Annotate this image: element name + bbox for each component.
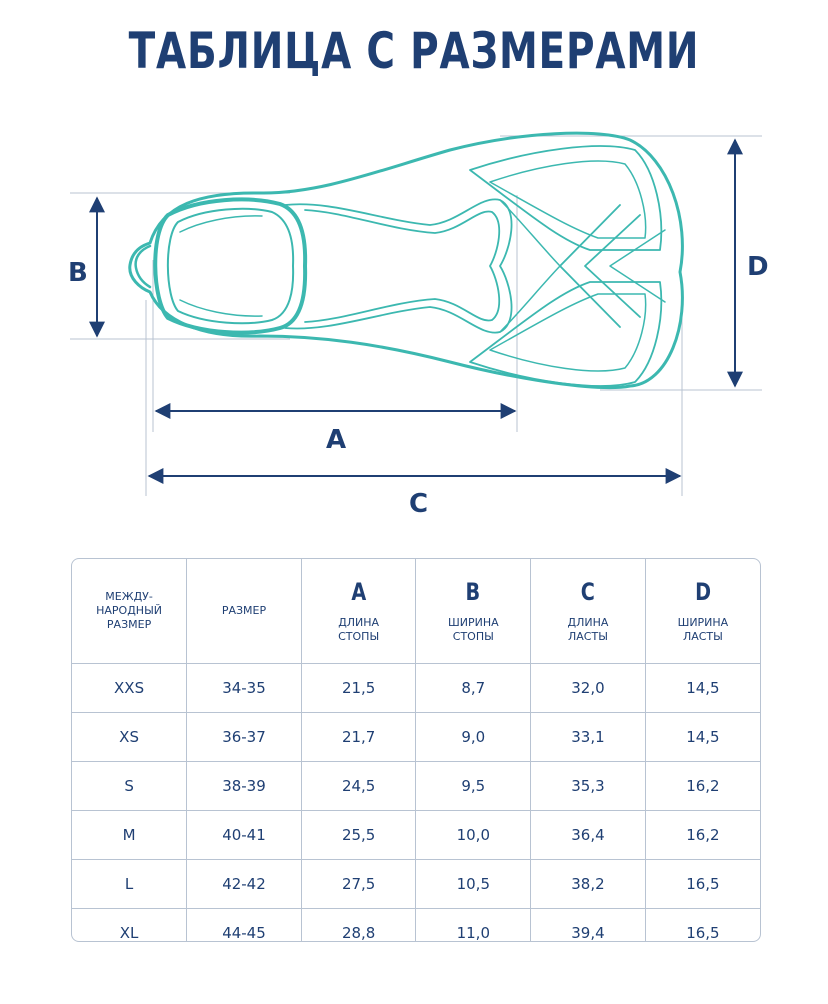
- table-cell: 25,5: [301, 811, 416, 860]
- header-label: МЕЖДУ- НАРОДНЫЙ РАЗМЕР: [96, 590, 163, 631]
- table-cell: 8,7: [416, 664, 531, 713]
- dim-label-d: D: [747, 252, 769, 282]
- header-size: [187, 559, 302, 664]
- header-label: ДЛИНА ЛАСТЫ: [567, 616, 609, 643]
- header-fin-width: [645, 559, 760, 664]
- table-cell: 16,5: [686, 924, 720, 942]
- table-cell: 14,5: [645, 713, 760, 762]
- header-letter: D: [694, 578, 711, 606]
- table-cell: 21,5: [301, 664, 416, 713]
- table-cell: 9,5: [416, 762, 531, 811]
- table-cell: 32,0: [531, 664, 646, 713]
- page-title: ТАБЛИЦА С РАЗМЕРАМИ: [128, 22, 700, 80]
- table-cell: 39,4: [531, 909, 646, 943]
- size-table-container: [71, 558, 761, 942]
- table-cell: 28,8: [301, 909, 416, 943]
- table-cell: XXS: [72, 664, 187, 713]
- table-cell: XS: [72, 713, 187, 762]
- header-label: ШИРИНА ЛАСТЫ: [677, 616, 729, 643]
- table-row: [72, 713, 760, 762]
- table-cell: 44-45: [187, 909, 302, 943]
- header-row: [72, 559, 760, 664]
- header-letter: A: [351, 578, 367, 606]
- header-label: РАЗМЕР: [221, 604, 267, 617]
- size-table: [72, 559, 760, 942]
- table-cell: S: [72, 762, 187, 811]
- table-cell: 9,0: [416, 713, 531, 762]
- table-row: [72, 811, 760, 860]
- dim-label-c: C: [409, 489, 429, 519]
- table-cell: 36,4: [531, 811, 646, 860]
- table-cell: 34-35: [187, 664, 302, 713]
- table-row: [72, 860, 760, 909]
- table-cell: 33,1: [531, 713, 646, 762]
- table-cell: 24,5: [301, 762, 416, 811]
- table-row: [72, 762, 760, 811]
- table-row: [72, 664, 760, 713]
- table-cell: 40-41: [187, 811, 302, 860]
- header-intl-size: [72, 559, 187, 664]
- table-cell: M: [72, 811, 187, 860]
- table-cell: XL: [72, 909, 187, 943]
- table-cell: L: [72, 860, 187, 909]
- dim-label-a: A: [326, 425, 347, 455]
- guide-lines: [70, 136, 762, 496]
- header-foot-width: [416, 559, 531, 664]
- table-cell: 38-39: [187, 762, 302, 811]
- fin-outline: [130, 133, 683, 387]
- table-cell: 10,0: [416, 811, 531, 860]
- table-cell: 16,2: [645, 762, 760, 811]
- table-cell: 14,5: [645, 664, 760, 713]
- table-cell: 27,5: [301, 860, 416, 909]
- table-cell: 16,5: [645, 860, 760, 909]
- table-cell: 38,2: [531, 860, 646, 909]
- table-cell: 11,0: [416, 909, 531, 943]
- header-label: ДЛИНА СТОПЫ: [338, 616, 380, 643]
- table-cell: 10,5: [416, 860, 531, 909]
- header-letter: B: [465, 578, 481, 606]
- table-row: [72, 909, 760, 943]
- header-foot-length: [301, 559, 416, 664]
- table-cell: 42-42: [187, 860, 302, 909]
- table-cell: 36-37: [187, 713, 302, 762]
- table-cell: 21,7: [301, 713, 416, 762]
- header-label: ШИРИНА СТОПЫ: [447, 616, 499, 643]
- dim-label-b: B: [68, 258, 88, 288]
- header-fin-length: [531, 559, 646, 664]
- table-cell: 16,2: [645, 811, 760, 860]
- table-cell: 35,3: [531, 762, 646, 811]
- header-letter: C: [580, 578, 596, 606]
